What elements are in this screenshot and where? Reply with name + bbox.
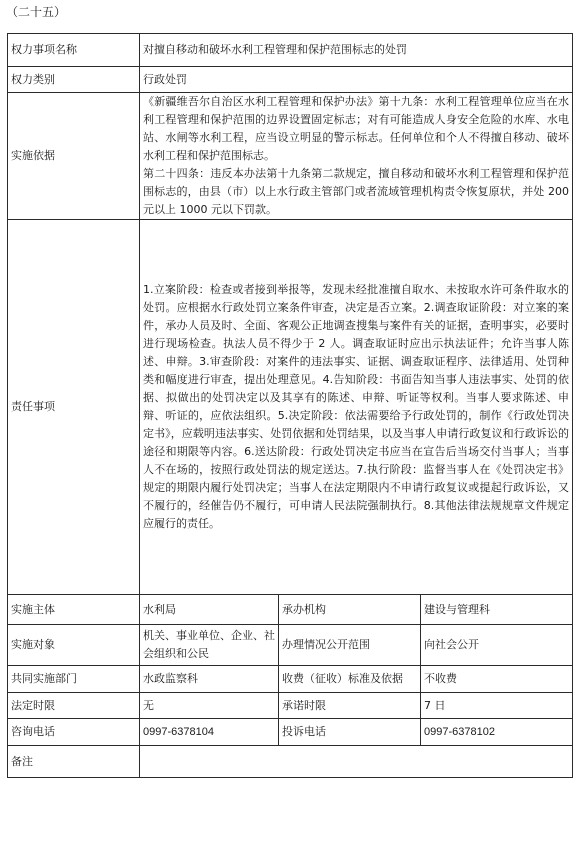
handling-agency-label: 承办机构 [279, 595, 421, 625]
target-label: 实施对象 [8, 625, 140, 666]
row-power-type [8, 67, 573, 93]
target-value: 机关、事业单位、企业、社会组织和公民 [140, 625, 279, 666]
handling-agency-value: 建设与管理科 [421, 595, 573, 625]
remarks-label: 备注 [8, 746, 140, 778]
power-item-table [7, 33, 573, 778]
complaint-phone-label: 投诉电话 [279, 719, 421, 746]
basis-paragraph: 《新疆维吾尔自治区水利工程管理和保护办法》第十九条：水利工程管理单位应当在水利工程管理和保护范围的边界设置固定标志；对有可能造成人身安全危险的水库、水电站、水闸等水利工程，应当设立明显的警示标志。任何单位和个人不得擅自移动、破坏水利工程和保护范围标志。 [143, 95, 570, 162]
basis-value [140, 93, 573, 220]
responsibility-label: 责任事项 [8, 220, 140, 595]
promised-time-limit-value: 7 日 [421, 693, 573, 719]
basis-paragraph: 第二十四条：违反本办法第十九条第二款规定，擅自移动和破坏水利工程管理和保护范围标志的，由县（市）以上水行政主管部门或者流域管理机构责令恢复原状，并处 200 元以上 1000 元以下罚款。 [143, 167, 570, 216]
row-power-name [8, 34, 573, 67]
power-type-value: 行政处罚 [140, 67, 573, 93]
responsibility-value: 1.立案阶段：检查或者接到举报等，发现未经批准擅自取水、未按取水许可条件取水的处罚。应根据水行政处罚立案条件审查，决定是否立案。2.调查取证阶段：对立案的案件，承办人员及时、全面、客观公正地调查搜集与案件有关的证据，查明事实，必要时进行现场检查。执法人员不得少于 2 人。调查取证时应出示执法证件；允许当事人陈述、申辩。3.审查阶段：对案件的违法事实、证据、调查取证程序、法律适用、处罚种类和幅度进行审查，提出处理意见。4.告知阶段：书面告知当事人违法事实、处罚的依据、拟做出的处罚决定以及其享有的陈述、申辩、听证等权利。当事人要求陈述、申辩、听证的，应依法组织。5.决定阶段：依法需要给予行政处罚的，制作《行政处罚决定书》，应载明违法事实、处罚依据和处罚结果，以及当事人申请行政复议和行政诉讼的途径和期限等内容。6.送达阶段：行政处罚决定书应当在宣告后当场交付当事人；当事人不在场的，按照行政处罚法的规定送达。7.执行阶段：监督当事人在《处罚决定书》规定的期限内履行处罚决定；当事人在法定期限内不申请行政复议或提起行政诉讼，又不履行的，经催告仍不履行，可申请人民法院强制执行。8.其他法律法规规章文件规定应履行的责任。 [140, 220, 573, 595]
complaint-phone-value: 0997-6378102 [421, 719, 573, 746]
power-name-value: 对擅自移动和破坏水利工程管理和保护范围标志的处罚 [140, 34, 573, 67]
joint-dept-value: 水政监察科 [140, 666, 279, 693]
fee-standard-label: 收费（征收）标准及依据 [279, 666, 421, 693]
row-phone [8, 719, 573, 746]
power-type-label: 权力类别 [8, 67, 140, 93]
remarks-value [140, 746, 573, 778]
disclosure-scope-value: 向社会公开 [421, 625, 573, 666]
fee-standard-value: 不收费 [421, 666, 573, 693]
consult-phone-label: 咨询电话 [8, 719, 140, 746]
row-time-limit [8, 693, 573, 719]
legal-time-limit-label: 法定时限 [8, 693, 140, 719]
basis-label: 实施依据 [8, 93, 140, 220]
joint-dept-label: 共同实施部门 [8, 666, 140, 693]
row-remarks [8, 746, 573, 778]
disclosure-scope-label: 办理情况公开范围 [279, 625, 421, 666]
subject-value: 水利局 [140, 595, 279, 625]
row-target [8, 625, 573, 666]
legal-time-limit-value: 无 [140, 693, 279, 719]
subject-label: 实施主体 [8, 595, 140, 625]
row-joint [8, 666, 573, 693]
row-subject [8, 595, 573, 625]
promised-time-limit-label: 承诺时限 [279, 693, 421, 719]
row-responsibility [8, 220, 573, 595]
section-heading: （二十五） [6, 5, 67, 19]
consult-phone-value: 0997-6378104 [140, 719, 279, 746]
power-name-label: 权力事项名称 [8, 34, 140, 67]
row-basis [8, 93, 573, 220]
